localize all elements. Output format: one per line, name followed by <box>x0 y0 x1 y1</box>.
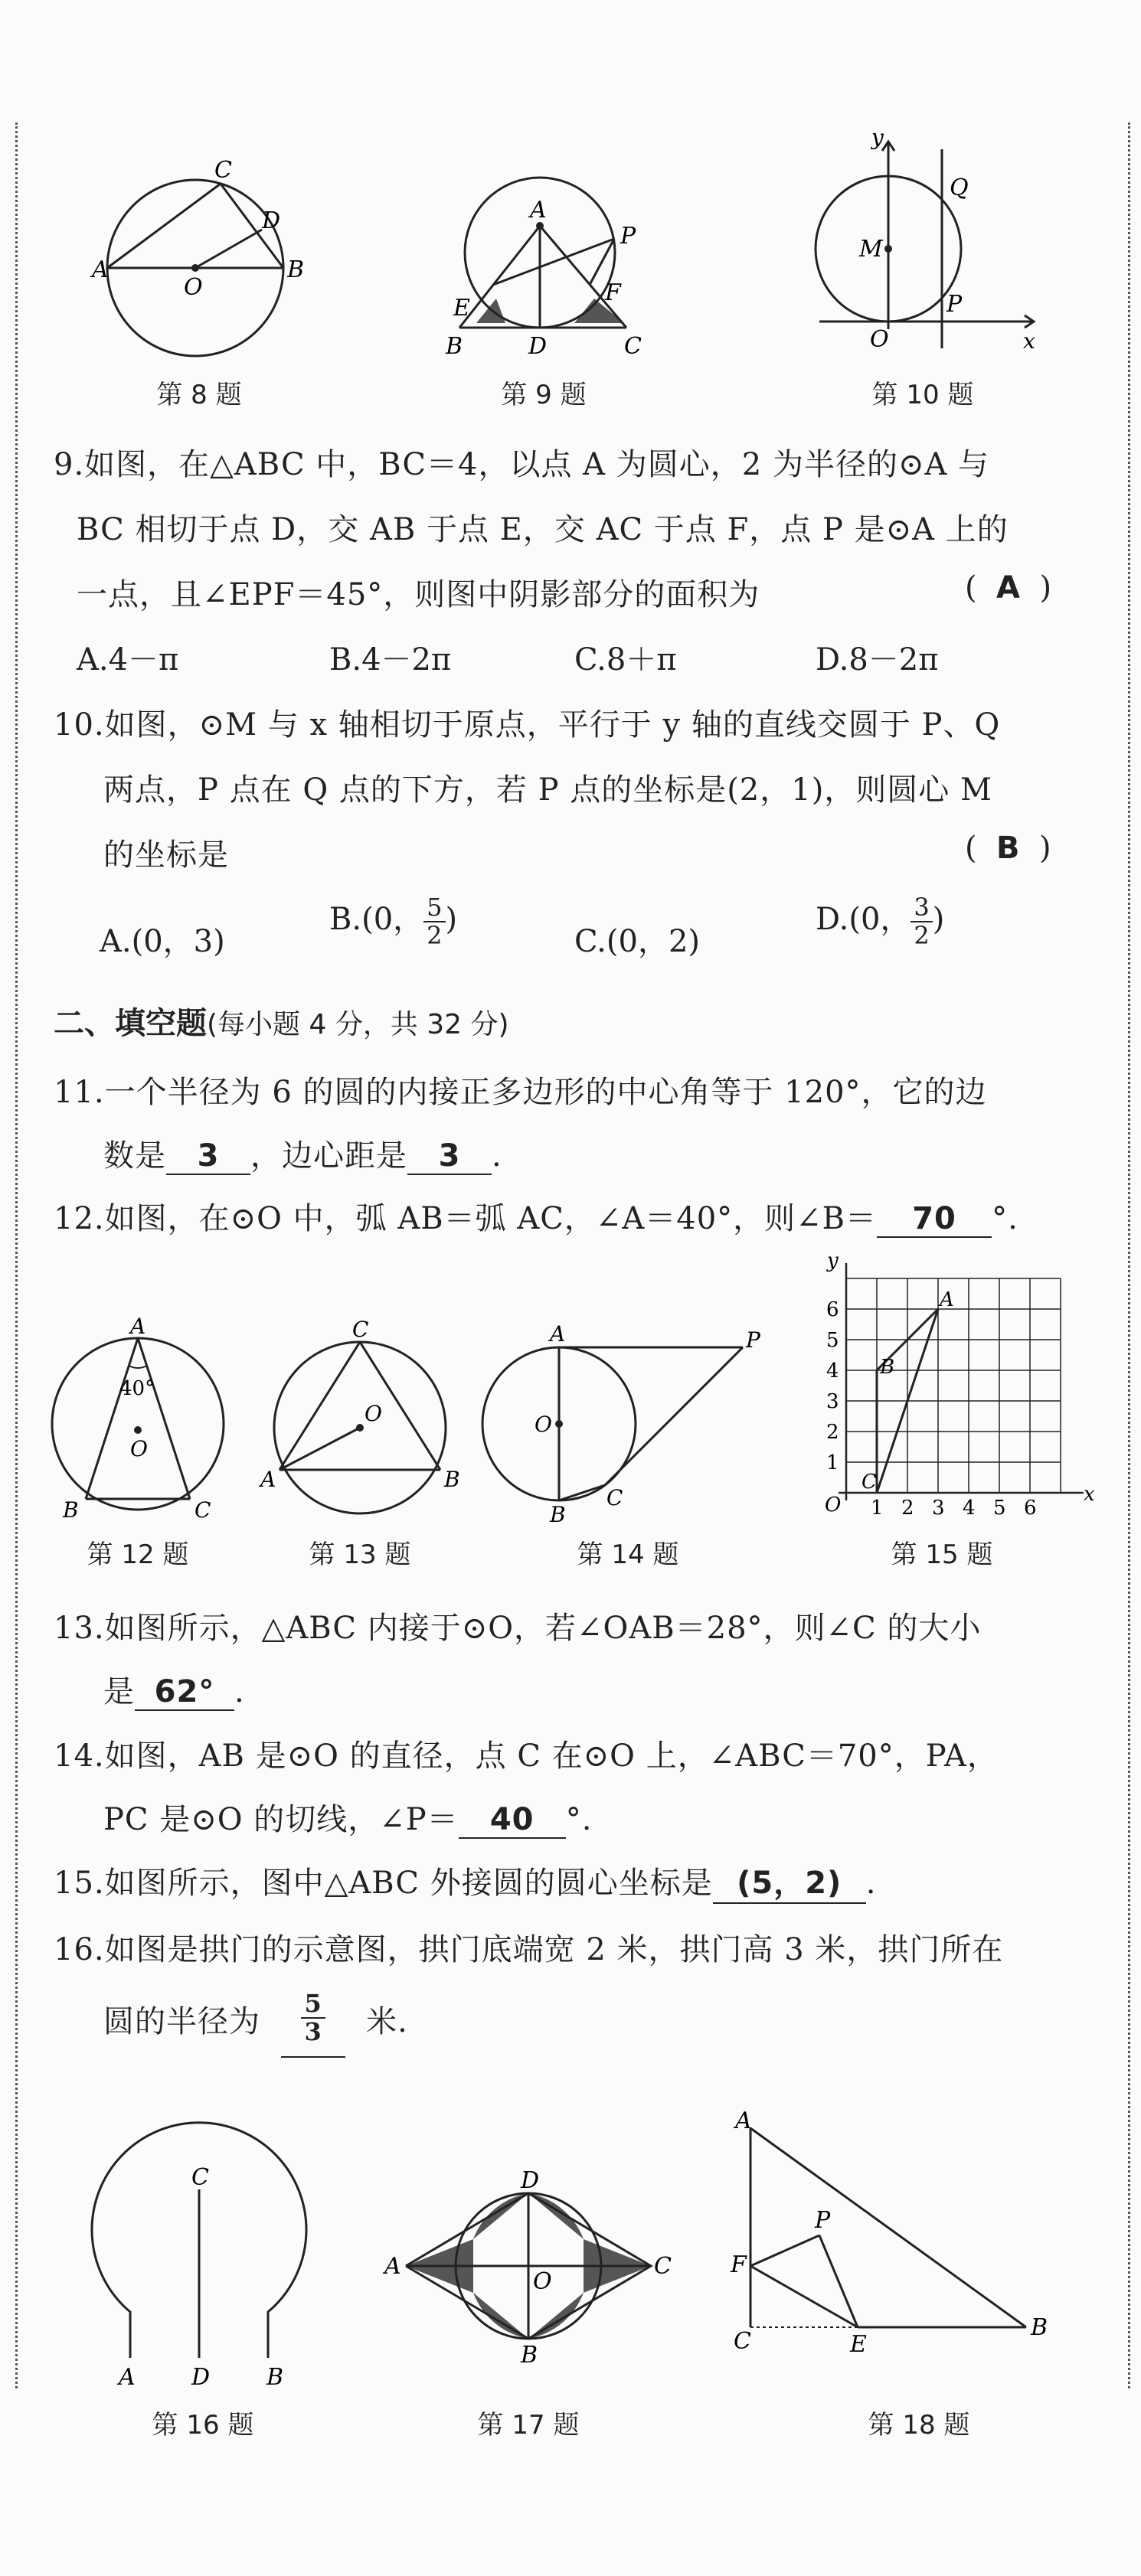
q14-pre: PC 是⊙O 的切线，∠P＝ <box>103 1802 459 1837</box>
q10-option-d-suffix: ) <box>932 902 945 938</box>
fig17-label-D: D <box>521 2167 540 2194</box>
fig15-ytick: 2 <box>826 1421 839 1444</box>
section-2-title: 二、填空题 <box>54 1006 207 1041</box>
fig16-label-B: B <box>266 2364 284 2391</box>
caption-fig9: 第 9 题 <box>501 380 587 410</box>
q16-line2 <box>103 1990 408 2058</box>
q9-answer-paren: ( A ) <box>965 570 1052 606</box>
q11-line2 <box>103 1131 502 1175</box>
q9-line2: BC 相切于点 D，交 AB 于点 E，交 AC 于点 F，点 P 是⊙A 上的 <box>77 512 1009 547</box>
fig12-label-B: B <box>63 1497 79 1523</box>
fig15-xtick: 4 <box>963 1497 976 1520</box>
fig15-ytick: 3 <box>826 1390 839 1413</box>
q10-option-b <box>329 894 457 949</box>
q11-blank-2: 3 <box>407 1138 492 1175</box>
q16-answer-num: 5 <box>301 1990 325 2019</box>
figure-16 <box>84 2164 329 2391</box>
fig18-label-P: P <box>815 2207 831 2234</box>
q9-line1: 9.如图，在△ABC 中，BC＝4，以点 A 为圆心，2 为半径的⊙A 与 <box>54 447 990 482</box>
fig9-label-F: F <box>605 279 621 306</box>
q10-option-b-num: 5 <box>423 894 445 922</box>
q14-line2 <box>103 1795 592 1839</box>
fig15-label-x: x <box>1084 1483 1095 1506</box>
fig15-xtick: 6 <box>1024 1497 1037 1520</box>
fig9-label-E: E <box>453 295 470 322</box>
fig15-ytick: 5 <box>826 1329 839 1352</box>
q16-line1: 16.如图是拱门的示意图，拱门底端宽 2 米，拱门高 3 米，拱门所在 <box>54 1932 1004 1967</box>
fig10-label-O: O <box>870 326 889 353</box>
q10-answer-paren: ( B ) <box>965 831 1051 866</box>
fig15-label-A: A <box>940 1288 954 1311</box>
fig18-label-C: C <box>734 2328 751 2355</box>
q16-post: 米. <box>366 2004 408 2040</box>
fig15-xtick: 5 <box>993 1497 1006 1520</box>
figure-14 <box>482 1321 773 1527</box>
q10-option-d-num: 3 <box>911 894 932 922</box>
figure-13 <box>260 1317 467 1523</box>
margin-dotted-line-right <box>1128 122 1130 2388</box>
fig13-label-B: B <box>444 1467 460 1492</box>
q9-option-c: C.8＋π <box>574 642 677 677</box>
figure-12 <box>46 1314 237 1523</box>
q11-post: . <box>492 1138 502 1174</box>
q16-pre: 圆的半径为 <box>103 2004 260 2040</box>
q16-answer-den: 3 <box>304 2017 322 2047</box>
fig15-label-O: O <box>825 1494 842 1517</box>
fig9-label-D: D <box>528 333 548 360</box>
q10-option-d-den: 2 <box>914 921 930 951</box>
fig9-label-B: B <box>446 333 463 360</box>
q15-pre: 15.如图所示，图中△ABC 外接圆的圆心坐标是 <box>54 1866 713 1901</box>
q11-mid: ，边心距是 <box>250 1138 407 1174</box>
caption-fig10: 第 10 题 <box>871 380 974 410</box>
fig17-label-B: B <box>521 2342 538 2369</box>
figure-10 <box>789 119 1049 364</box>
fig14-label-B: B <box>550 1502 566 1527</box>
fig10-label-y: y <box>871 125 884 150</box>
fig18-label-B: B <box>1031 2314 1048 2341</box>
fig15-label-y: y <box>827 1249 839 1272</box>
q11-line1: 11.一个半径为 6 的圆的内接正多边形的中心角等于 120°，它的边 <box>54 1075 987 1110</box>
fig12-label-A: A <box>130 1314 146 1339</box>
q13-blank: 62° <box>135 1674 234 1711</box>
fig15-xtick: 3 <box>932 1497 945 1520</box>
fig9-label-C: C <box>624 333 642 360</box>
q10-option-b-prefix: B.(0， <box>329 902 424 938</box>
q12-blank: 70 <box>877 1201 992 1238</box>
caption-fig13: 第 13 题 <box>309 1539 411 1570</box>
figure-18 <box>720 2105 1072 2388</box>
q10-option-d-fraction <box>911 894 932 949</box>
q10-option-b-suffix: ) <box>445 902 458 938</box>
q10-option-d <box>816 894 944 949</box>
fig15-label-C: C <box>861 1471 877 1494</box>
caption-fig14: 第 14 题 <box>577 1539 679 1570</box>
q9-answer: A <box>996 570 1021 606</box>
caption-fig18: 第 18 题 <box>868 2410 970 2441</box>
figure-8 <box>92 153 314 367</box>
caption-fig17: 第 17 题 <box>477 2410 580 2441</box>
q14-line1: 14.如图，AB 是⊙O 的直径，点 C 在⊙O 上，∠ABC＝70°，PA， <box>54 1739 999 1774</box>
fig13-label-A: A <box>260 1467 276 1492</box>
fig12-label-O: O <box>130 1436 148 1461</box>
q9-option-a: A.4－π <box>77 642 179 677</box>
caption-fig8: 第 8 题 <box>156 380 242 410</box>
fig9-label-P: P <box>620 223 636 250</box>
fig8-label-O: O <box>184 274 203 301</box>
fig15-ytick: 4 <box>826 1360 839 1383</box>
fig17-label-C: C <box>654 2253 672 2280</box>
q10-option-b-fraction <box>423 894 445 949</box>
q9-line3: 一点，且∠EPF＝45°，则图中阴影部分的面积为 <box>77 577 760 612</box>
margin-dotted-line-left <box>15 122 18 2388</box>
fig15-ytick: 6 <box>826 1298 839 1321</box>
fig10-label-M: M <box>859 236 883 263</box>
fig14-label-C: C <box>606 1485 623 1510</box>
q10-answer: B <box>996 831 1020 866</box>
caption-fig15: 第 15 题 <box>891 1539 993 1570</box>
caption-fig12: 第 12 题 <box>87 1539 189 1570</box>
q14-blank: 40 <box>459 1802 566 1839</box>
fig12-label-angle: 40° <box>119 1377 155 1400</box>
q15-post: . <box>865 1866 877 1901</box>
q15-line <box>54 1859 876 1904</box>
figure-15-grid <box>804 1249 1095 1523</box>
section-2-heading <box>54 999 509 1043</box>
q10-option-a: A.(0，3) <box>100 924 225 959</box>
q10-line3: 的坐标是 <box>103 837 229 873</box>
fig16-label-D: D <box>191 2364 211 2391</box>
q11-pre: 数是 <box>103 1138 166 1174</box>
fig14-label-A: A <box>550 1321 566 1347</box>
fig17-label-A: A <box>384 2253 401 2280</box>
q12-pre: 12.如图，在⊙O 中，弧 AB＝弧 AC，∠A＝40°，则∠B＝ <box>54 1201 878 1236</box>
fig14-label-O: O <box>535 1412 552 1437</box>
fig8-label-C: C <box>214 157 232 184</box>
fig9-label-A: A <box>530 197 547 224</box>
fig15-xtick: 1 <box>871 1497 884 1520</box>
q10-option-b-den: 2 <box>427 921 443 951</box>
fig16-label-A: A <box>119 2364 136 2391</box>
fig10-label-P: P <box>946 291 963 318</box>
fig18-label-E: E <box>850 2331 867 2358</box>
q16-answer-fraction <box>281 1990 345 2058</box>
fig12-label-C: C <box>195 1497 211 1523</box>
figure-17 <box>375 2166 682 2369</box>
fig15-xtick: 2 <box>901 1497 914 1520</box>
fig15-ytick: 1 <box>826 1451 839 1474</box>
fig18-label-F: F <box>731 2251 747 2278</box>
figure-9 <box>429 153 659 367</box>
fig16-label-C: C <box>191 2164 209 2191</box>
fig15-label-B: B <box>880 1356 895 1379</box>
fig18-label-A: A <box>735 2107 752 2134</box>
q11-blank-1: 3 <box>166 1138 250 1175</box>
fig17-label-O: O <box>533 2268 552 2295</box>
section-2-note: (每小题 4 分，共 32 分) <box>207 1009 509 1040</box>
q10-line2: 两点，P 点在 Q 点的下方，若 P 点的坐标是(2，1)，则圆心 M <box>103 772 992 808</box>
fig10-label-x: x <box>1023 328 1035 354</box>
fig13-label-C: C <box>352 1317 369 1342</box>
q12-line <box>54 1194 1018 1238</box>
fig10-label-Q: Q <box>950 175 969 201</box>
fig8-label-D: D <box>262 207 281 234</box>
caption-fig16: 第 16 题 <box>152 2410 254 2441</box>
q10-option-c: C.(0，2) <box>574 924 701 959</box>
fig8-label-A: A <box>92 256 109 283</box>
fig13-label-O: O <box>365 1401 382 1426</box>
q10-line1: 10.如图，⊙M 与 x 轴相切于原点，平行于 y 轴的直线交圆于 P、Q <box>54 707 1001 743</box>
q13-line1: 13.如图所示，△ABC 内接于⊙O，若∠OAB＝28°，则∠C 的大小 <box>54 1611 982 1646</box>
q9-option-d: D.8－2π <box>816 642 939 677</box>
q12-post: °. <box>992 1201 1018 1236</box>
q13-pre: 是 <box>103 1674 135 1709</box>
fig14-label-P: P <box>746 1327 760 1353</box>
q13-post: . <box>234 1674 245 1709</box>
q10-option-d-prefix: D.(0， <box>816 902 911 938</box>
q15-blank: (5，2) <box>713 1859 866 1904</box>
q9-option-b: B.4－2π <box>329 642 452 677</box>
fig8-label-B: B <box>287 256 305 283</box>
q13-line2 <box>103 1667 245 1711</box>
q14-post: °. <box>565 1802 593 1837</box>
